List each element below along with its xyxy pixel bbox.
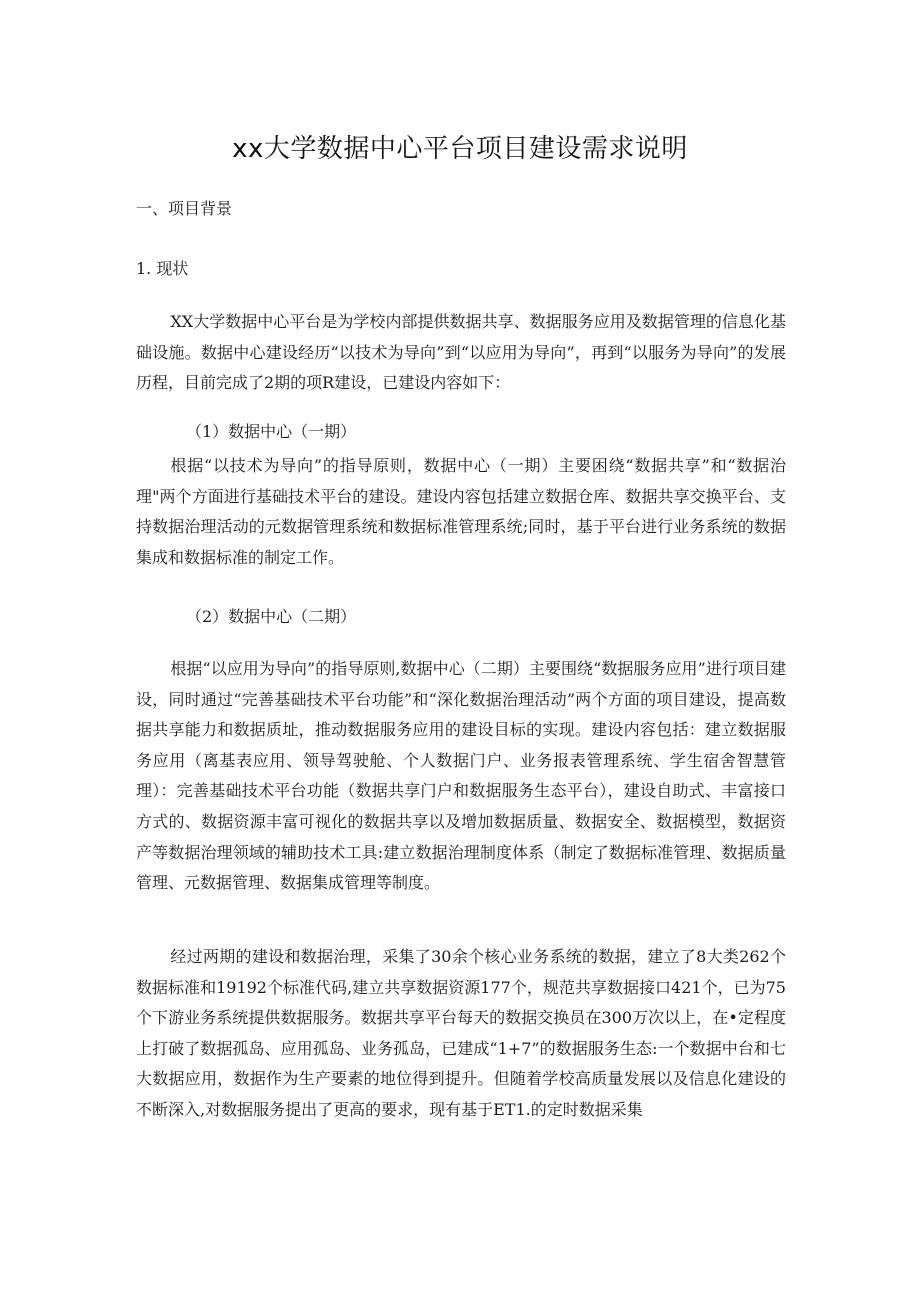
phase2-heading: （2）数据中心（二期） — [186, 607, 357, 626]
section-heading-background: 一、项目背景 — [136, 199, 233, 218]
phase1-heading: （1）数据中心（一期） — [186, 422, 357, 441]
subsection-heading-status: 1. 现状 — [136, 259, 189, 278]
paragraph-phase1: 根据“以技术为导向”的指导原则，数据中心（一期）主要困绕“数据共享”和“数据治理"两个方面进行基础技术平台的建设。建设内容包括建立数据仓库、数据共享交换平台、支持数据治理活动的元数据管理系统和数据标准管理系统;同时，基于平台进行业务系统的数据集成和数据标准的制定工作。 — [136, 456, 786, 567]
document-title: xx大学数据中心平台项目建设需求说明 — [232, 134, 688, 164]
paragraph-summary: 经过两期的建设和数据治理，采集了30余个核心业务系统的数据，建立了8大类262个数据标准和19192个标准代码,建立共享数据资源177个，规范共享数据接口421个，已为75个下游业务系统提供数据服务。数据共享平台每天的数据交换员在300万次以上，在•定程度上打破了数据孤岛、应用孤岛、业务孤岛，已建成“1+7”的数据服务生态:一个数据中台和七大数据应用，数据作为生产要素的地位得到提升。但随着学校高质量发展以及信息化建设的不断深入,对数据服务提出了更高的要求，现有基于ET1.的定时数据采集 — [136, 947, 786, 1119]
paragraph-phase2: 根据“以应用为导向”的指导原则,数据中心（二期）主要围绕“数据服务应用”进行项目建设，同时通过“完善基础技术平台功能”和“深化数据治理活动”两个方面的项目建设，提高数据共享能力和数据质址，推动数据服务应用的建设目标的实现。建设内容包括：建立数据服务应用（离基表应用、领导驾驶舱、个人数据门户、业务报表管理系统、学生宿舍智慧管理）：完善基础技术平台功能（数据共享门户和数据服务生态平台），建设自助式、丰富接口方式的、数据资源丰富可视化的数据共享以及增加数据质量、数据安全、数据模型，数据资产等数据治理领域的辅助技术工具:建立数据治理制度体系（制定了数据标准管理、数据质量管理、元数据管理、数据集成管理等制度。 — [136, 659, 786, 893]
paragraph-intro: XX大学数据中心平台是为学校内部提供数据共享、数据服务应用及数据管理的信息化基础设施。数据中心建设经历“以技术为导向”到“以应用为导向”，再到“以服务为导向”的发展历程，目前完成了2期的项R建设，已建设内容如下： — [136, 312, 786, 393]
